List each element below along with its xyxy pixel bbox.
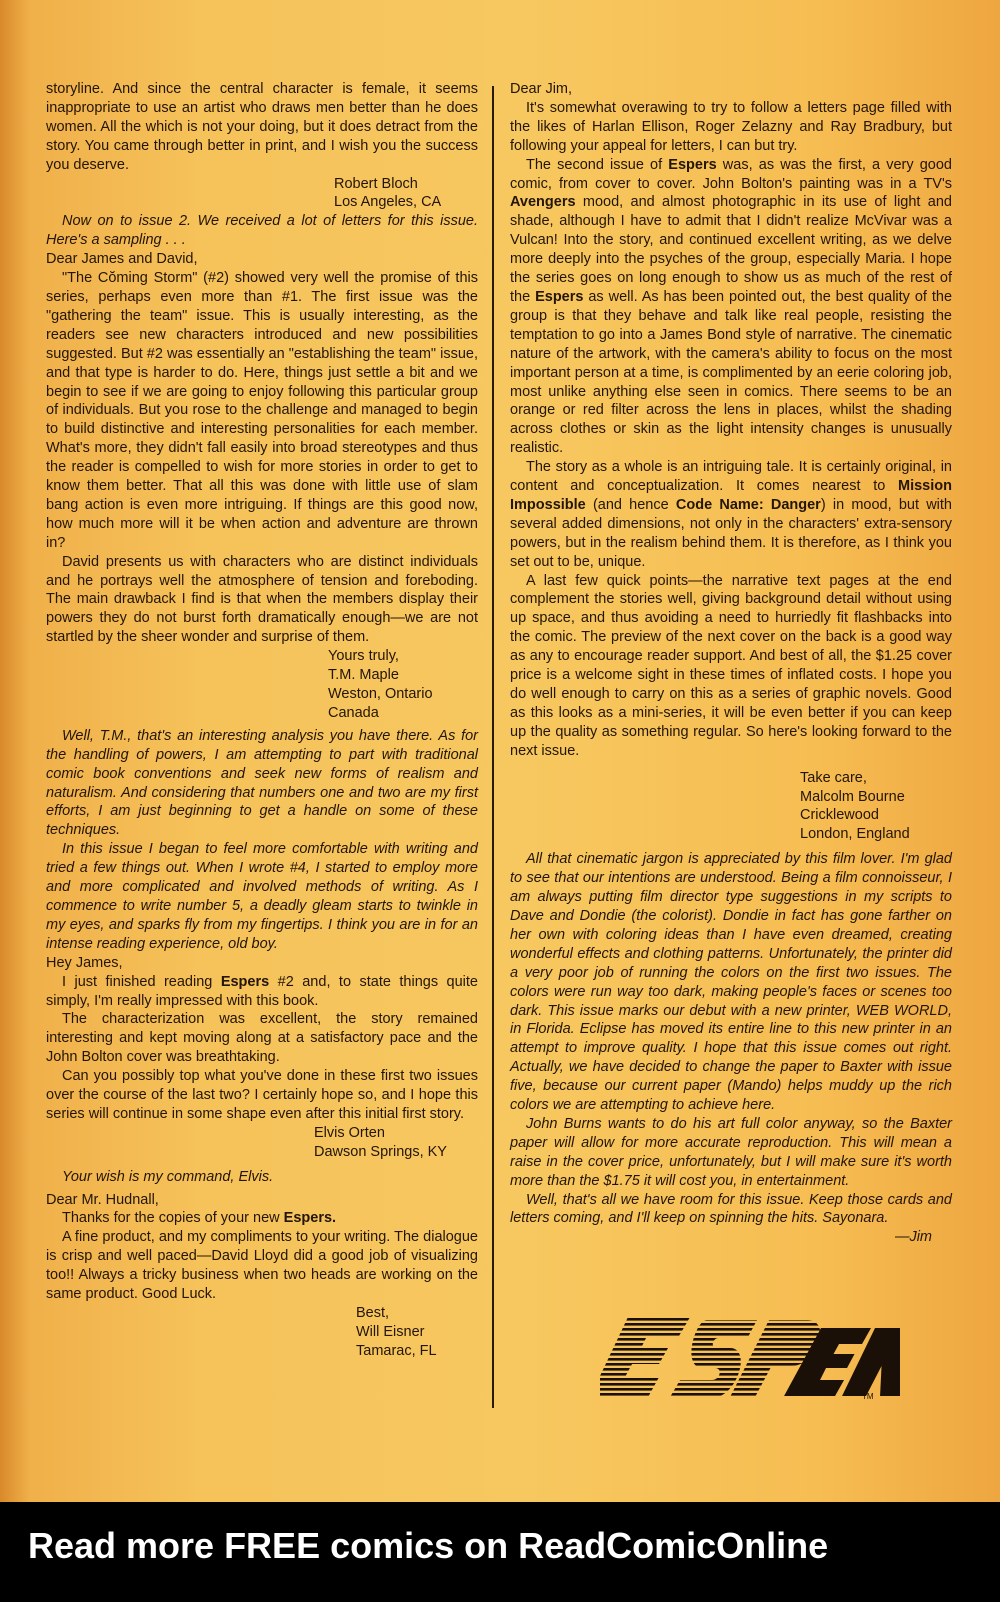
body-text: was, as was the first, a very good comic, from cover to cover. John Bolton's painting was in a TV's (510, 156, 952, 192)
signature-name: T.M. Maple (328, 667, 399, 684)
letter-orten-signature (46, 1124, 478, 1162)
body-text: Thanks for the copies of your new (62, 1210, 284, 1227)
letter-salutation: Dear Mr. Hudnall, (46, 1191, 159, 1208)
signature-closing: Yours truly, (328, 648, 399, 665)
body-text: ) in mood, but with several added dimensions, not only in the characters' extra-sensory powers, but in the realism behind them. It is therefore, as I think you set out to be, unique. (510, 496, 952, 570)
signature-country: Canada (328, 704, 379, 721)
signature-place: Tamarac, FL (356, 1342, 437, 1359)
comic-title: Espers. (283, 1210, 337, 1227)
letter-eisner-body (46, 1209, 478, 1228)
show-title: Mission Impossible (510, 478, 952, 513)
letter-bourne-signature (510, 769, 952, 845)
letter-eisner-signature (46, 1304, 478, 1361)
letter-bloch-signature (46, 175, 478, 213)
body-text: #2 and, to state things quite simply, I'm really impressed with this book. (46, 973, 478, 1009)
letter-salutation: Dear James and David, (46, 251, 198, 268)
letters-column-right (510, 80, 952, 1247)
signature-name: Robert Bloch (334, 175, 418, 192)
signature-place: Los Angeles, CA (334, 194, 442, 211)
signature-name: Elvis Orten (314, 1124, 385, 1141)
signature-closing: Take care, (800, 769, 867, 786)
editor-signature: —Jim (894, 1229, 932, 1246)
letter-maple-body: David presents us with characters who are distinct individuals and he portrays well the atmosphere of tension and foreboding. The main drawback I find is that when the members display their powers they do not burst forth dramatically enough—we are not startled by the sheer wonder and surprise of them. (46, 553, 478, 646)
signature-name: Malcolm Bourne (800, 788, 905, 805)
signature-place: Dawson Springs, KY (314, 1143, 447, 1160)
signature-place: Weston, Ontario (328, 686, 433, 702)
letter-bourne-body (510, 458, 952, 571)
letter-bourne-body: It's somewhat overawing to try to follow a letters page filled with the likes of Harlan Ellison, Roger Zelazny and Ray Bradbury, but following your appeal for letters, I can but try. (510, 99, 952, 154)
body-text: mood, and almost photographic in its use of light and shade, although I have to admit that I didn't realize McVivar was a Vulcan! Into the story, and continued excellent writing, as we delve more deeply into the psyches of the group, especially Maria. I hope the series goes on long enough to show us as much of the rest of the (510, 194, 952, 305)
espers-logo-graphic (600, 1308, 900, 1408)
signature-area: Cricklewood (800, 807, 879, 824)
show-title: Avengers (510, 194, 576, 211)
body-text: (and hence (585, 496, 676, 513)
letter-salutation: Dear Jim, (510, 81, 573, 97)
trademark-mark: TM (862, 1392, 874, 1401)
letter-maple-body: "The Cŏming Storm" (#2) showed very well the promise of this series, perhaps even more than #1. The first issue was the "gathering the team" issue. This is usually interesting, as the readers see new characters introduced and new possibilities suggested. But #2 was essentially an "establishing the team" issue, and that type is harder to do. Here, things just settle a bit and we begin to see if we are going to enjoy following this particular group of individuals. But you rose to the challenge and managed to begin to build distinctive and interesting personalities for each member. What's more, they didn't fall easily into broad stereotypes and thus the reader is compelled to wish for more stories in order to get to know them better. That all this was done with little use of slam bang action is even more intriguing. If things are this good now, how much more will it be when action and adventure are thrown in? (46, 270, 478, 551)
editor-reply: John Burns wants to do his art full color anyway, so the Baxter paper will allow for more accurate reproduction. This will mean a raise in the cover price, unfortunately, but I will make sure it's worth more than the $1.75 it will cost you, in entertainment. (510, 1115, 952, 1189)
editor-reply: All that cinematic jargon is appreciated by this film lover. I'm glad to see that our intentions are understood. Being a film connoisseur, I am always putting film director type suggestions in my scripts to Dave and Dondie (the colorist). Dondie in fact has gone farther on her own with coloring ideas than I have even dreamed, creating wonderful effects and clothing patterns. Unfortunately, the printer did a very poor job of running the colors on the first two issues. The colors were run way too dark, making people's faces or scenes too dark. This issue marks our debut with a new printer, WEB WORLD, in Florida. Eclipse has moved its entire line to this new printer in an attempt to improve quality. I hope that this issue comes out right. Actually, we have decided to change the paper to Baxter with issue five, because our current paper (Mando) helps muddy up the rich colors we are attempting to achieve here. (510, 851, 952, 1114)
letter-bourne-body: A last few quick points—the narrative text pages at the end complement the stories well, giving background detail without using up space, and thus avoiding a need to hurriedly fit flashbacks into the comic. The preview of the next cover on the back is a good way as any to encourage reader support. And best of all, the $1.25 cover price is a welcome sight in these times of inflated costs. I hope you do well enough to carry on this as a series of graphic novels. Good as this looks as a mini-series, it will be even better if you can keep up the quality as something regular. So here's looking forward to the next issue. (510, 572, 952, 759)
signature-closing: Best, (356, 1305, 390, 1321)
letter-eisner-body: A fine product, and my compliments to your writing. The dialogue is crisp and well paced—David Lloyd did a good job of visualizing too!! Always a tricky business when two heads are working on the same product. Good Luck. (46, 1229, 478, 1303)
body-text: The second issue of (526, 156, 669, 173)
editor-reply: Well, that's all we have room for this issue. Keep those cards and letters coming, and I'll keep on spinning the hits. Sayonara. (510, 1191, 952, 1227)
signature-name: Will Eisner (356, 1323, 425, 1340)
espers-logo (600, 1308, 900, 1408)
body-text: I just finished reading (62, 973, 221, 990)
body-text: as well. As has been pointed out, the best quality of the group is that they behave and talk like real people, resisting the temptation to go into a James Bond style of narrative. The cinematic nature of the artwork, with the camera's ability to focus on the most important person at a time, is complimented by an eerie coloring job, most unlike anything else seen in comics. There seems to be an orange or red filter across the lens in places, whilst the shading across clothes or skin as the light intensity changes is unusually realistic. (510, 288, 953, 457)
letter-orten-body: Can you possibly top what you've done in these first two issues over the course of the last two? I certainly hope so, and I hope this series will continue in some shape even after this initial first story. (46, 1068, 478, 1122)
editor-reply: Now on to issue 2. We received a lot of letters for this issue. Here's a sampling . . . (46, 213, 478, 249)
letter-bourne-body (510, 156, 952, 459)
letter-salutation: Hey James, (46, 954, 123, 971)
column-divider (492, 86, 494, 1408)
letter-bloch-body: storyline. And since the central character is female, it seems inappropriate to use an artist who draws men better than he does women. All the which is not your doing, but it does detract from the story. You came through better in print, and I wish you the success you deserve. (46, 81, 478, 173)
body-text: The story as a whole is an intriguing tale. It is certainly original, in content and conceptualization. It comes nearest to (510, 459, 952, 495)
letter-orten-body: The characterization was excellent, the story remained interesting and kept moving along at a satisfactory pace and the John Bolton cover was breathtaking. (46, 1011, 478, 1066)
comic-title: Code Name: Danger (675, 496, 821, 513)
letter-orten-body (46, 973, 478, 1011)
promo-banner-text[interactable]: Read more FREE comics on ReadComicOnline (28, 1525, 829, 1566)
editor-reply: Your wish is my command, Elvis. (62, 1168, 274, 1185)
letters-column-left (46, 80, 478, 1361)
signature-place: London, England (800, 826, 910, 843)
letter-maple-signature (46, 647, 478, 723)
comic-title: Espers (668, 156, 717, 173)
comic-title: Espers (535, 288, 584, 305)
editor-reply: In this issue I began to feel more comfortable with writing and tried a few things out. When I wrote #4, I started to employ more and more complicated and involved methods of writing. As I commence to write number 5, a deadly gleam starts to twinkle in my eyes, and sparks fly from my fingertips. I think you are in for an intense reading experience, old boy. (46, 841, 478, 952)
editor-reply: Well, T.M., that's an interesting analysis you have there. As for the handling of powers, I am attempting to part with traditional comic book conventions and seek new forms of realism and naturalism. And considering that numbers one and two are my first efforts, I am just beginning to get a handle on some of these techniques. (46, 727, 478, 839)
comic-title: Espers (220, 973, 270, 990)
